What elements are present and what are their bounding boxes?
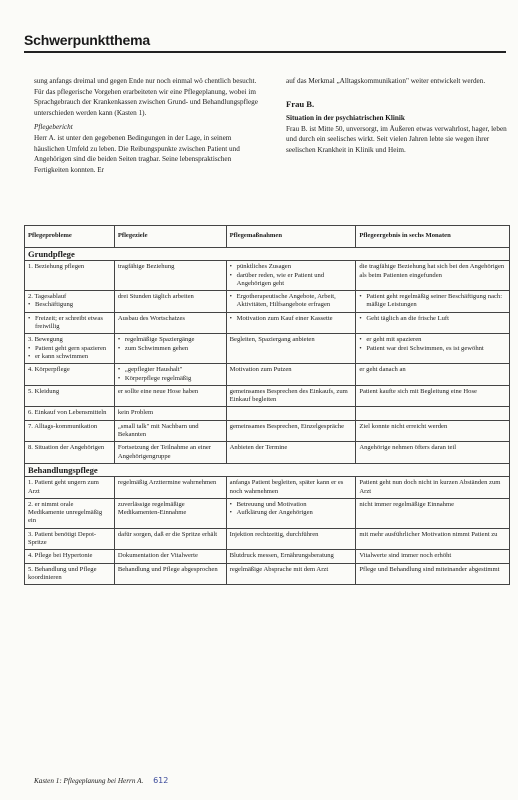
table-cell	[114, 364, 226, 386]
table-row	[25, 334, 510, 364]
table-cell	[356, 477, 510, 499]
cell-text: 1. Patient geht ungern zum Arzt	[28, 479, 99, 495]
bullet-item: • Geht täglich an die frische Luft	[359, 315, 506, 323]
table-header-row	[25, 226, 510, 248]
table-body	[25, 248, 510, 585]
table-cell	[25, 407, 115, 420]
table-cell	[356, 407, 510, 420]
header-goals: Pflegeziele	[114, 226, 226, 248]
table-cell	[226, 528, 356, 550]
table-cell	[114, 385, 226, 407]
table-row	[25, 420, 510, 442]
table-cell	[226, 477, 356, 499]
cell-text: drei Stunden täglich arbeiten	[117, 293, 194, 301]
table-cell	[356, 364, 510, 386]
bullet-item: • er geht mit spazieren	[359, 336, 506, 344]
table-cell	[114, 291, 226, 313]
cell-text: 4. Pflege bei Hypertonie	[28, 552, 93, 560]
table-cell	[114, 498, 226, 528]
table-cell	[114, 334, 226, 364]
bullet-item: • Körperpflege regelmäßig	[118, 375, 223, 383]
table-cell	[25, 477, 115, 499]
table-cell	[114, 407, 226, 420]
table-row	[25, 477, 510, 499]
table-cell	[25, 291, 115, 313]
bullet-item: • Patient geht regelmäßig seiner Beschäftigung nach: mäßige Leistungen	[359, 293, 506, 310]
cell-text: regelmäßige Absprache mit dem Arzt	[229, 565, 329, 573]
table-cell	[114, 261, 226, 291]
bullet-item: • Patient war drei Schwimmen, es ist gewöhnt	[359, 345, 506, 353]
cell-text: 2. er nimmt orale Medikamente unregelmäßig ein	[28, 500, 103, 525]
caption-text: Kasten 1: Pflegeplanung bei Herrn A.	[34, 777, 144, 785]
table-group-row	[25, 248, 510, 261]
table-row	[25, 364, 510, 386]
cell-text: „small talk" mit Nachbarn und Bekannten	[117, 422, 199, 439]
table-cell	[356, 442, 510, 464]
table-cell	[226, 261, 356, 291]
table-cell	[25, 364, 115, 386]
table-cell	[356, 563, 510, 585]
cell-text: mit mehr ausführlicher Motivation nimmt Patient zu	[359, 530, 498, 538]
table-cell	[25, 261, 115, 291]
cell-text: zuverlässige regelmäßige Medikamenten-Einnahme	[117, 500, 187, 517]
bullet-item: • „gepflegter Haushalt"	[118, 366, 223, 374]
table-cell	[114, 563, 226, 585]
table-row	[25, 498, 510, 528]
table-cell	[356, 334, 510, 364]
table-cell	[226, 334, 356, 364]
table-cell	[25, 528, 115, 550]
cell-text: gemeinsames Besprechen, Einzelgespräche	[229, 422, 345, 430]
cell-text: 5. Behandlung und Pflege koordinieren	[28, 565, 97, 581]
cell-text: Blutdruck messen, Ernährungsberatung	[229, 552, 334, 560]
table-row	[25, 528, 510, 550]
cell-text: Vitalwerte sind immer noch erhöht	[359, 552, 452, 560]
table-cell	[25, 385, 115, 407]
table-cell	[226, 407, 356, 420]
cell-text: nicht immer regelmäßige Einnahme	[359, 500, 455, 508]
cell-text: Begleiten, Spaziergang anbieten	[229, 336, 315, 344]
bullet-item: • regelmäßige Spaziergänge	[118, 336, 223, 344]
cell-text: Motivation zum Putzen	[229, 366, 292, 374]
table-cell	[25, 498, 115, 528]
cell-text: 3. Patient benötigt Depot-Spritze	[28, 530, 97, 547]
left-subheading: Pflegebericht	[34, 123, 73, 132]
cell-text: er geht danach an	[359, 366, 406, 374]
table-cell	[114, 442, 226, 464]
cell-text: tragfähige Beziehung	[117, 263, 175, 271]
table-cell	[25, 334, 115, 364]
table-cell	[356, 420, 510, 442]
table-cell	[356, 528, 510, 550]
table-cell	[226, 550, 356, 563]
care-plan-table	[24, 225, 510, 585]
handwritten-page-note: 612	[153, 776, 169, 785]
table-row	[25, 312, 510, 334]
cell-text: 7. Alltags-kommunikation	[28, 422, 98, 430]
cell-text: dafür sorgen, daß er die Spritze erhält	[117, 530, 218, 538]
page-header-title: Schwerpunktthema	[24, 32, 150, 48]
table-cell	[356, 291, 510, 313]
cell-text: 5. Kleidung	[28, 387, 60, 395]
bullet-item: • pünktliches Zusagen	[230, 263, 353, 271]
bullet-item: • zum Schwimmen gehen	[118, 345, 223, 353]
table-cell	[356, 385, 510, 407]
cell-text: Injektion rechtzeitig, durchführen	[229, 530, 319, 538]
table-cell	[356, 261, 510, 291]
cell-text: 4. Körperpflege	[28, 366, 70, 374]
cell-text: Dokumentation der Vitalwerte	[117, 552, 198, 560]
cell-text: Ziel konnte nicht erreicht werden	[359, 422, 448, 430]
table-cell	[25, 550, 115, 563]
table-group-row	[25, 463, 510, 476]
cell-text: 6. Einkauf von Lebensmitteln	[28, 409, 107, 417]
right-paragraph-1: auf das Merkmal „Alltagskommunikation" weiter entwickelt werden.	[286, 77, 486, 85]
table-row	[25, 563, 510, 585]
table-cell	[226, 291, 356, 313]
table-row	[25, 291, 510, 313]
cell-text: Patient kaufte sich mit Begleitung eine Hose	[359, 387, 477, 395]
bullet-item: • er kann schwimmen	[28, 353, 111, 361]
cell-text: er sollte eine neue Hose haben	[117, 387, 199, 395]
cell-text: gemeinsames Besprechen des Einkaufs, zum Einkauf begleiten	[229, 387, 348, 404]
table-cell	[25, 442, 115, 464]
header-results: Pflegeergebnis in sechs Monaten	[356, 226, 510, 248]
bullet-item: • Beschäftigung	[28, 301, 111, 309]
bullet-item: • Betreuung und Motivation	[230, 501, 353, 509]
cell-text: Behandlung und Pflege abgesprochen	[117, 565, 218, 573]
table-cell	[226, 385, 356, 407]
table-row	[25, 407, 510, 420]
header-problems: Pflegeprobleme	[25, 226, 115, 248]
table-group-title: Grundpflege	[25, 248, 510, 261]
table-cell	[226, 364, 356, 386]
cell-text: die tragfähige Beziehung hat sich bei den Angehörigen als beim Patienten eingefunden	[359, 263, 505, 279]
table-row	[25, 261, 510, 291]
figure-caption	[34, 776, 168, 785]
cell-text: 1. Beziehung pflegen	[28, 263, 85, 271]
section-title: Frau B.	[286, 98, 315, 109]
table-cell	[114, 420, 226, 442]
bullet-item: • Aufklärung der Angehörigen	[230, 509, 353, 517]
table-cell	[226, 312, 356, 334]
table-cell	[25, 312, 115, 334]
table-cell	[25, 420, 115, 442]
bullet-item: • Freizeit; er schreibt etwas freiwillig	[28, 315, 111, 332]
table-cell	[226, 420, 356, 442]
table-cell	[25, 563, 115, 585]
table-cell	[226, 498, 356, 528]
table-cell	[226, 442, 356, 464]
cell-text: Angehörige nehmen öfters daran teil	[359, 444, 457, 452]
cell-text: 2. Tagesablauf	[28, 293, 67, 301]
cell-text: kein Problem	[117, 409, 154, 417]
right-paragraph-2: Frau B. ist Mitte 50, unversorgt, im Äußeren etwas verwahrlost, hager, leben und durch ein seelisches wirkt. Seit vielen Jahren lebte sie wegen ihrer seelischen Krankheit in Klinik und Heim.	[286, 124, 507, 154]
table-cell	[356, 550, 510, 563]
table-row	[25, 442, 510, 464]
table-group-title: Behandlungspflege	[25, 463, 510, 476]
left-text-column	[34, 76, 262, 175]
bullet-item: • Motivation zum Kauf einer Kassette	[230, 315, 353, 323]
bullet-item: • Ergotherapeutische Angebote, Arbeit, Aktivitäten, Hilfsangebote erfragen	[230, 293, 353, 310]
cell-text: Anbieten der Termine	[229, 444, 288, 452]
bullet-item: • Patient geht gern spazieren	[28, 345, 111, 353]
cell-text: Pflege und Behandlung sind miteinander abgestimmt	[359, 565, 500, 573]
cell-text: Fortsetzung der Teilnahme an einer Angehörigengruppe	[117, 444, 212, 460]
table-cell	[114, 528, 226, 550]
cell-text: Patient geht nun doch nicht in kurzen Abständen zum Arzt	[359, 479, 501, 495]
right-text-column	[286, 76, 516, 156]
table-row	[25, 385, 510, 407]
cell-text: 3. Bewegung	[28, 336, 63, 344]
table-cell	[114, 550, 226, 563]
cell-text: anfangs Patient begleiten, später kann er es noch wahrnehmen	[229, 479, 344, 495]
bullet-item: • darüber reden, wie er Patient und Angehörigen geht	[230, 272, 353, 289]
header-measures: Pflegemaßnahmen	[226, 226, 356, 248]
table-cell	[226, 563, 356, 585]
left-paragraph-2: Herr A. ist unter den gegebenen Bedingungen in der Lage, in seinem häuslichen Umfeld zu leben. Die Reibungspunkte zwischen Patient und Angehörigen sind die beiden Seiten tragbar. Seine lebenspraktischen Fertigkeiten konnten. Er	[34, 133, 240, 174]
cell-text: Ausbau des Wortschatzes	[117, 314, 185, 322]
table-cell	[356, 498, 510, 528]
cell-text: regelmäßig Arzttermine wahrnehmen	[117, 479, 217, 487]
header-rule	[24, 51, 506, 53]
table-cell	[114, 312, 226, 334]
table-cell	[114, 477, 226, 499]
cell-text: 8. Situation der Angehörigen	[28, 444, 105, 452]
right-subheading: Situation in der psychiatrischen Klinik	[286, 114, 405, 123]
table-row	[25, 550, 510, 563]
table-cell	[356, 312, 510, 334]
left-paragraph-1: sung anfangs dreimal und gegen Ende nur noch einmal wö chentlich besucht. Für das pflegerische Vorgehen erarbeiteten wir eine Pflegeplanung, wobei im Sprachgebrauch der Krankenkassen zwischen Grund- und Behandlungspflege unterschieden werden kann (Kasten 1).	[34, 77, 258, 117]
